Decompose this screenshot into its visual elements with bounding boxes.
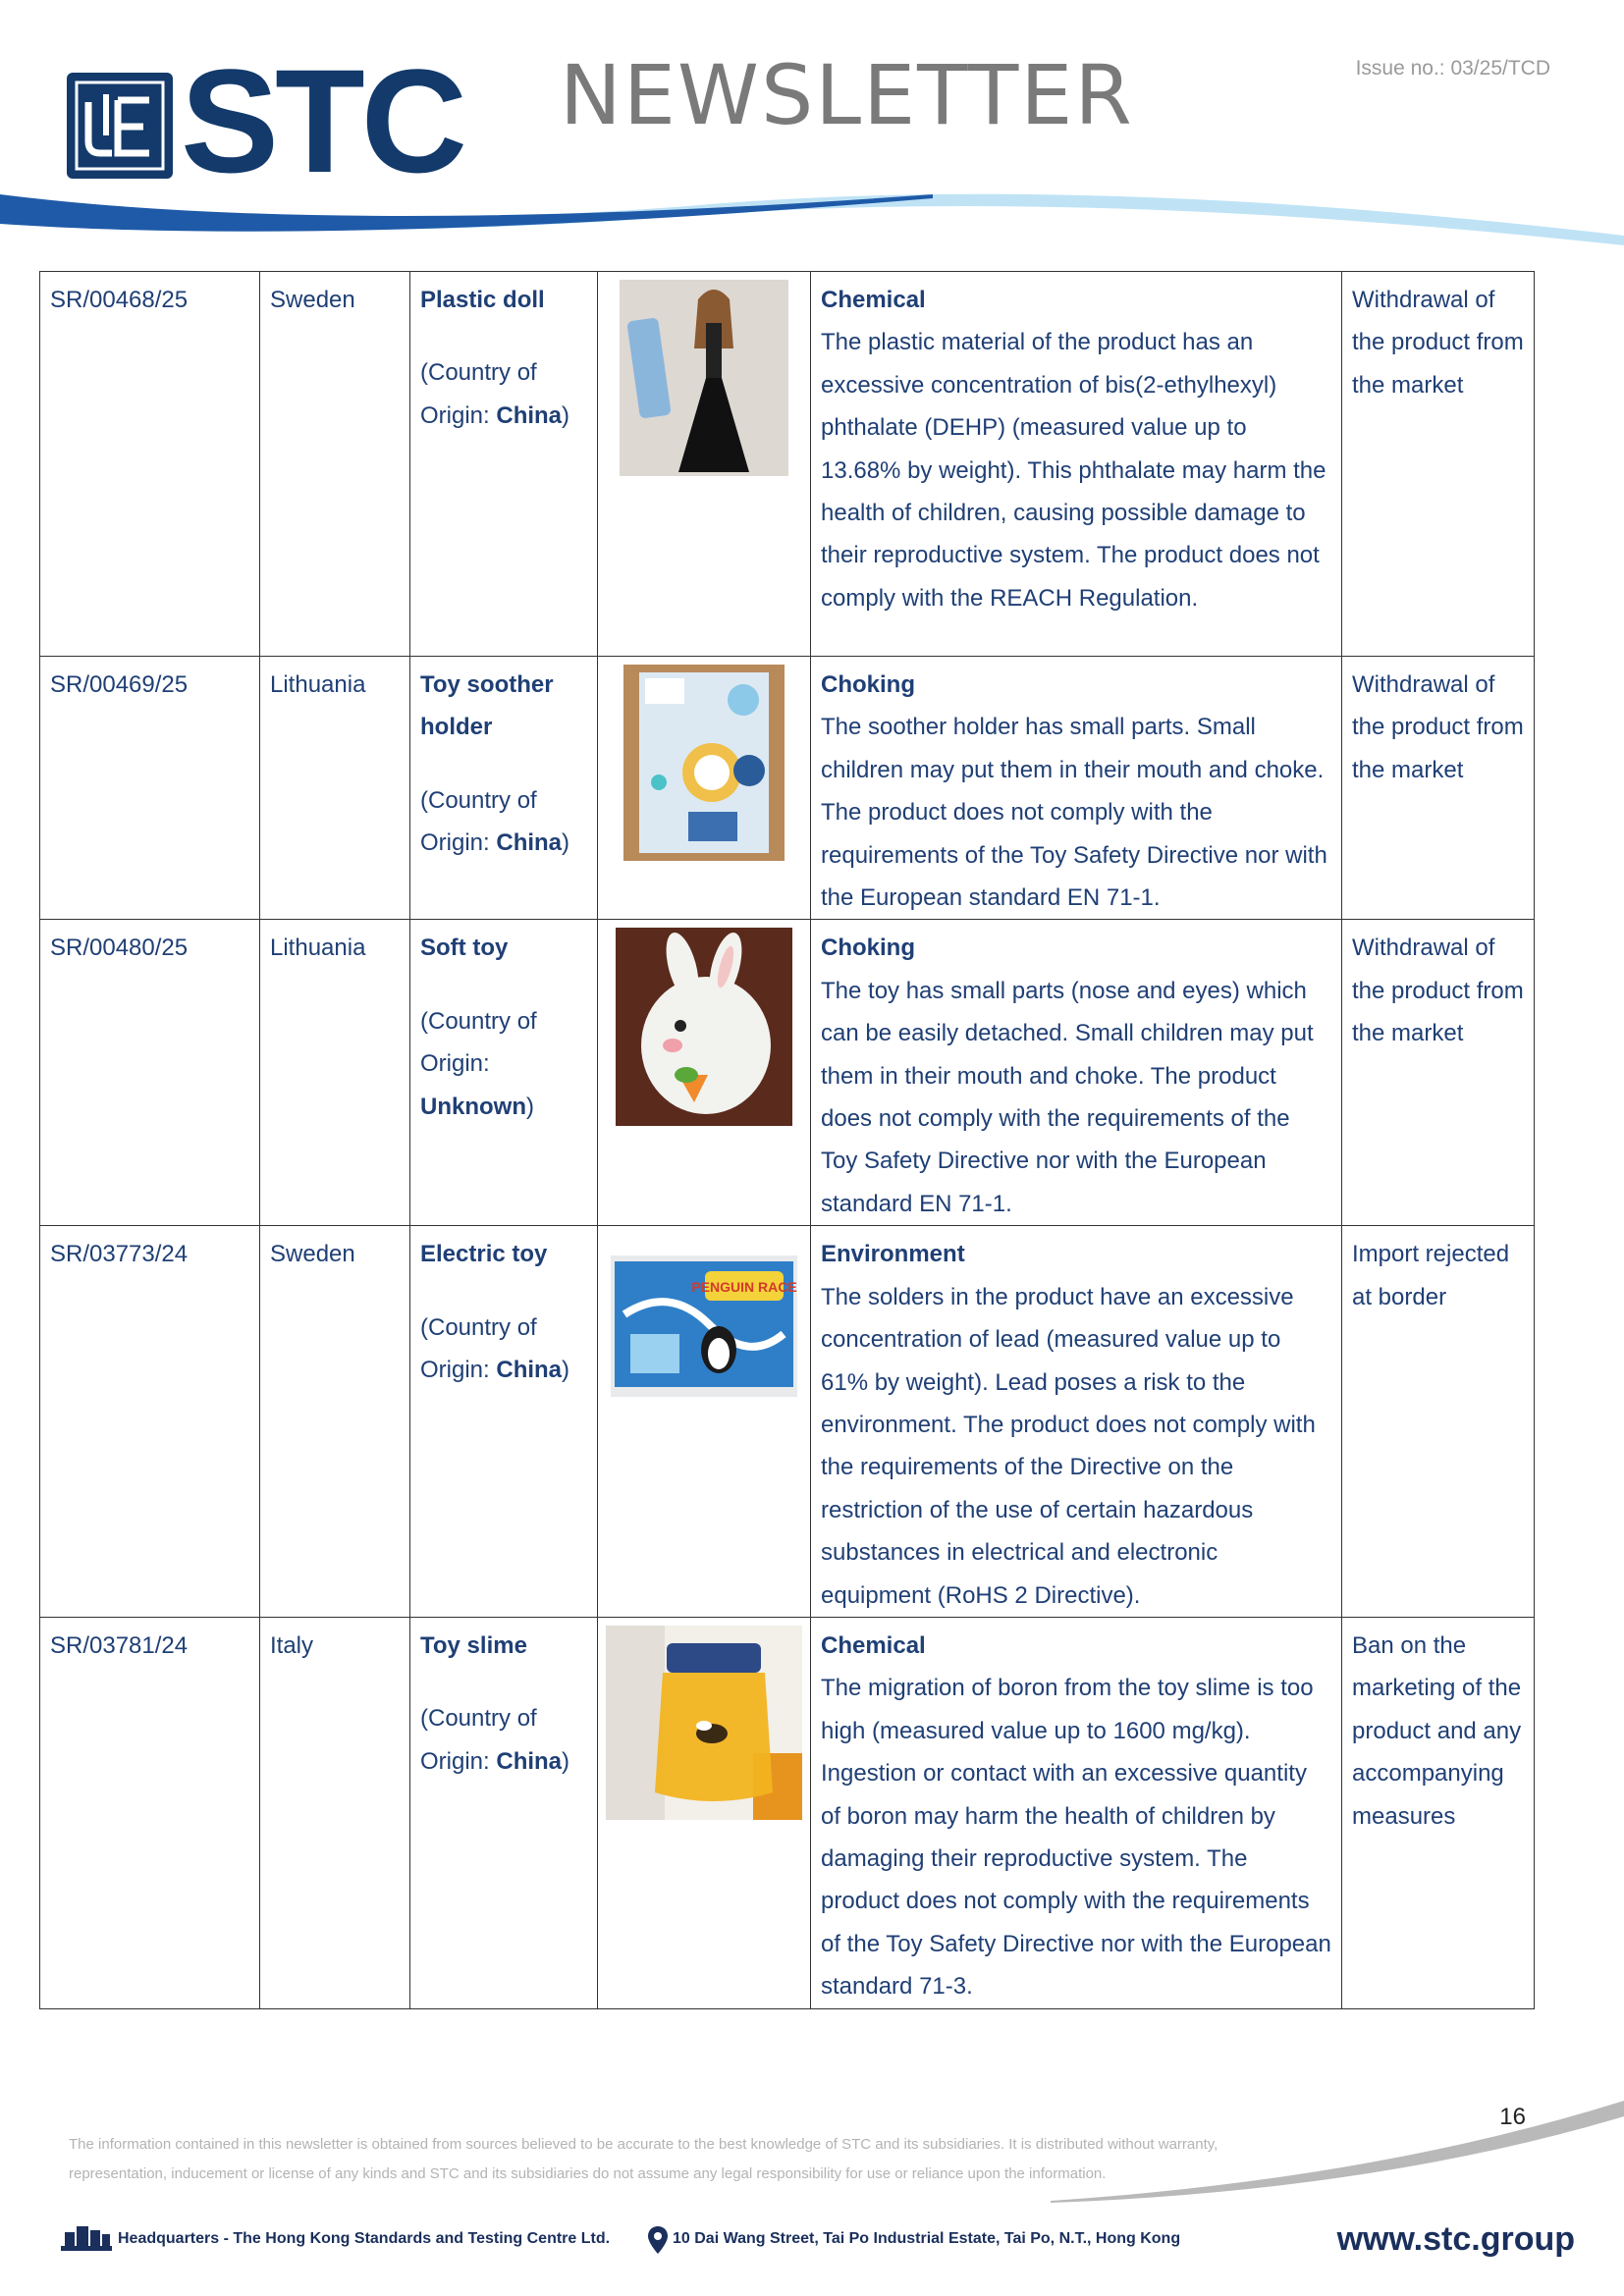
- measure-cell: Withdrawal of the product from the market: [1342, 920, 1535, 1226]
- origin-line: Origin: China): [420, 1357, 570, 1384]
- risk-description: The toy has small parts (nose and eyes) which can be easily detached. Small children may put them in their mouth and choke. The product does not comply with the requirements of the Toy Safety Directive nor with the European standard EN 71-1.: [821, 977, 1314, 1217]
- origin-prefix: (Country of: [420, 1007, 537, 1035]
- image-cell: [598, 272, 811, 657]
- recall-table: [39, 271, 1535, 2009]
- reference-cell: SR/00468/25: [40, 272, 260, 657]
- address-text: 10 Dai Wang Street, Tai Po Industrial Estate, Tai Po, N.T., Hong Kong: [673, 2230, 1181, 2247]
- origin-line: Unknown): [420, 1093, 534, 1120]
- origin-prefix: (Country of: [420, 359, 537, 387]
- header-swoosh: [0, 177, 1624, 255]
- reference-cell: SR/00469/25: [40, 657, 260, 920]
- origin-country: China: [496, 401, 563, 429]
- risk-type: Choking: [821, 671, 915, 698]
- risk-type: Environment: [821, 1241, 965, 1268]
- image-cell: [598, 1226, 811, 1618]
- risk-cell: [811, 272, 1342, 657]
- country-cell: Sweden: [260, 272, 410, 657]
- product-cell: [410, 272, 598, 657]
- newsletter-title: NEWSLETTER: [560, 47, 1134, 143]
- country-cell: Sweden: [260, 1226, 410, 1618]
- risk-cell: [811, 920, 1342, 1226]
- box-title: PENGUIN RACE: [691, 1279, 797, 1296]
- origin-prefix: (Country of: [420, 1705, 537, 1733]
- stc-logo-mark: [67, 73, 173, 179]
- product-cell: [410, 1617, 598, 2008]
- table-row: [40, 272, 1535, 657]
- risk-type: Chemical: [821, 287, 926, 313]
- product-name: Electric toy: [420, 1241, 548, 1268]
- headquarters-text: Headquarters - The Hong Kong Standards and Testing Centre Ltd.: [118, 2230, 611, 2247]
- image-cell: [598, 920, 811, 1226]
- reference-cell: SR/03781/24: [40, 1617, 260, 2008]
- risk-description: The plastic material of the product has an excessive concentration of bis(2-ethylhexyl) phthalate (DEHP) (measured value up to 13.68% by weight). This phthalate may harm the health of children, causing possible damage to their reproductive system. The product does not comply with the REACH Regulation.: [821, 329, 1326, 612]
- country-cell: Italy: [260, 1617, 410, 2008]
- product-name: Soft toy: [420, 934, 509, 962]
- stc-logo: [67, 38, 463, 203]
- risk-description: The soother holder has small parts. Small children may put them in their mouth and choke. The product does not comply with the requirements of the Toy Safety Directive nor with the European standard EN 71-1.: [821, 714, 1327, 912]
- origin-prefix: (Country of: [420, 1313, 537, 1341]
- penguin-race-photo: [611, 1255, 797, 1397]
- country-cell: Lithuania: [260, 657, 410, 920]
- table-row: [40, 1617, 1535, 2008]
- soft-toy-photo: [616, 928, 792, 1126]
- origin-country: China: [496, 829, 563, 857]
- measure-cell: Ban on the marketing of the product and any accompanying measures: [1342, 1617, 1535, 2008]
- building-icon: [61, 2222, 112, 2252]
- product-name: Toy soother holder: [420, 671, 554, 741]
- origin-country: Unknown: [420, 1093, 526, 1120]
- country-cell: Lithuania: [260, 920, 410, 1226]
- page-number: 16: [1499, 2104, 1526, 2130]
- product-cell: [410, 657, 598, 920]
- risk-type: Choking: [821, 934, 915, 962]
- website-link[interactable]: www.stc.group: [1336, 2220, 1575, 2258]
- logo-wordmark: STC: [181, 38, 463, 203]
- product-name: Toy slime: [420, 1631, 527, 1659]
- soother-holder-photo: [623, 665, 785, 861]
- footer-bar: [61, 2220, 1575, 2260]
- risk-description: The migration of boron from the toy slime is too high (measured value up to 1600 mg/kg). Ingestion or contact with an excessive quantity of boron may harm the health of children by damaging their reproductive system. The product does not comply with the requirements of the Toy Safety Directive nor with the European standard 71-3.: [821, 1675, 1331, 2001]
- product-name: Plastic doll: [420, 287, 545, 313]
- risk-cell: [811, 1226, 1342, 1618]
- risk-type: Chemical: [821, 1631, 926, 1659]
- measure-cell: Withdrawal of the product from the market: [1342, 272, 1535, 657]
- origin-line: Origin: China): [420, 401, 570, 429]
- table-row: [40, 1226, 1535, 1618]
- table-row: [40, 920, 1535, 1226]
- disclaimer-text: The information contained in this newsletter is obtained from sources believed to be accurate to the best knowledge of STC and its subsidiaries. It is distributed without warranty, representation, inducement or license of any kinds and STC and its subsidiaries do not assume any legal responsibility for use or reliance upon the information.: [69, 2136, 1218, 2182]
- origin-country: China: [496, 1747, 563, 1775]
- risk-cell: [811, 1617, 1342, 2008]
- slime-jar-photo: [606, 1626, 802, 1820]
- risk-description: The solders in the product have an excessive concentration of lead (measured value up to 61% by weight). Lead poses a risk to the environment. The product does not comply with the requirements of the Directive on the restriction of the use of certain hazardous substances in electrical and electronic equipment (RoHS 2 Directive).: [821, 1283, 1316, 1609]
- product-cell: [410, 1226, 598, 1618]
- origin-country: China: [496, 1357, 563, 1384]
- image-cell: [598, 1617, 811, 2008]
- table-row: [40, 657, 1535, 920]
- origin-prefix: (Country of: [420, 786, 537, 814]
- origin-line: Origin: China): [420, 1747, 570, 1775]
- origin-line: Origin: China): [420, 829, 570, 857]
- measure-cell: Import rejected at border: [1342, 1226, 1535, 1618]
- issue-number: Issue no.: 03/25/TCD: [1355, 57, 1550, 80]
- risk-cell: [811, 657, 1342, 920]
- origin-label: Origin:: [420, 1050, 490, 1078]
- reference-cell: SR/00480/25: [40, 920, 260, 1226]
- product-cell: [410, 920, 598, 1226]
- doll-photo: [620, 280, 788, 476]
- location-pin-icon: [648, 2226, 668, 2254]
- image-cell: [598, 657, 811, 920]
- measure-cell: Withdrawal of the product from the market: [1342, 657, 1535, 920]
- reference-cell: SR/03773/24: [40, 1226, 260, 1618]
